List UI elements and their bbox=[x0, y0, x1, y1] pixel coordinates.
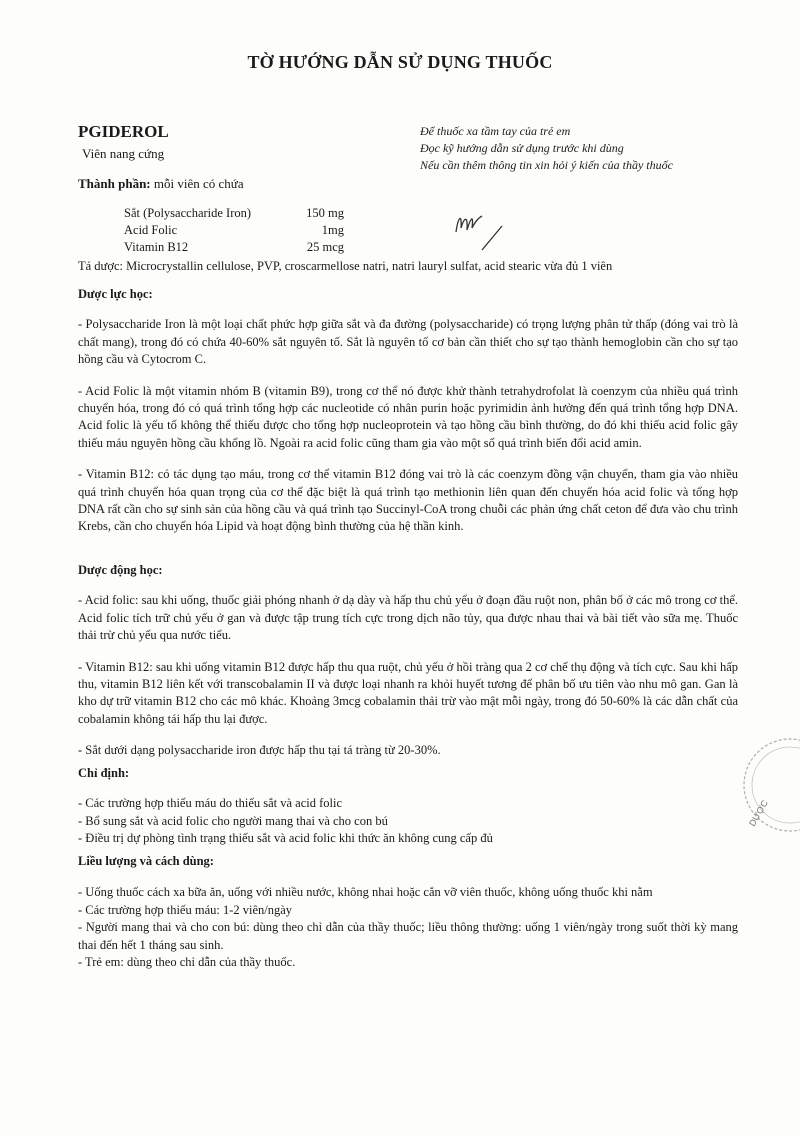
list-item: - Các trường hợp thiếu máu: 1-2 viên/ngày bbox=[78, 902, 293, 917]
paragraph: - Sắt dưới dạng polysaccharide iron được hấp thu tại tá tràng từ 20-30%. bbox=[78, 743, 441, 758]
dosage-section bbox=[78, 853, 738, 971]
list-item: - Các trường hợp thiếu máu do thiếu sắt và acid folic bbox=[78, 796, 343, 811]
ingredient-amount: 150 mg bbox=[306, 206, 344, 220]
paragraph: - Acid folic: sau khi uống, thuốc giải phóng nhanh ở dạ dày và hấp thu chủ yếu ở đoạn đầu ruột non, phân bố ở các mô trong cơ thể. Acid folic tích trữ chủ yếu ở gan và được tập trung tích cực trong dịch não tủy, qua được nhau thai và bài tiết vào sữa mẹ. Thuốc thải trừ chủ yếu qua nước tiểu. bbox=[78, 593, 738, 643]
list-item: - Người mang thai và cho con bú: dùng theo chỉ dẫn của thầy thuốc; liều thông thường: uống 1 viên/ngày trong suốt thời kỳ mang thai đến hết 1 tháng sau sinh. bbox=[78, 920, 738, 952]
ingredient-row bbox=[124, 239, 344, 256]
pharmacokinetics-heading: Dược động học: bbox=[78, 563, 163, 577]
list-item: - Bổ sung sắt và acid folic cho người mang thai và cho con bú bbox=[78, 813, 388, 828]
ingredient-row bbox=[124, 205, 344, 222]
product-name: PGIDEROL bbox=[78, 122, 169, 141]
list-item: - Trẻ em: dùng theo chỉ dẫn của thầy thuốc. bbox=[78, 955, 296, 970]
ingredient-amount: 25 mcg bbox=[306, 240, 344, 254]
paragraph: - Polysaccharide Iron là một loại chất phức hợp giữa sắt và đa đường (polysaccharide) có trọng lượng phân tử thấp (đóng vai trò là chất mang), trong đó có chứa 40-60% sắt nguyên tố. Sắt là nguyên tố cơ bản cần thiết cho sự tạo thành hemoglobin cần cho sự tạo hồng cầu và Cytocrom C. bbox=[78, 317, 738, 367]
ingredient-name: Vitamin B12 bbox=[124, 240, 189, 254]
paragraph: - Vitamin B12: có tác dụng tạo máu, trong cơ thể vitamin B12 đóng vai trò là các coenzym đồng vận chuyển, tham gia vào nhiều quá trình chuyển hóa quan trọng của cơ thể đặc biệt là quá trình tạo methionin liên quan đến chuyển hóa acid folic và tổng hợp DNA rất cần cho sự sinh sản của hồng cầu và quá trình tạo Succinyl-CoA trong chuỗi các phản ứng chất ceton để đưa vào chu trình Krebs, cần cho chuyển hóa Lipid và hoạt động bình thường của hệ thần kinh. bbox=[78, 467, 738, 534]
warning-line: Đọc kỹ hướng dẫn sử dụng trước khi dùng bbox=[420, 141, 624, 155]
ingredient-amount: 1mg bbox=[321, 223, 344, 237]
warning-line: Nếu cần thêm thông tin xin hỏi ý kiến của thầy thuốc bbox=[420, 158, 673, 172]
composition-heading bbox=[78, 176, 244, 192]
stamp-text: DƯỢC bbox=[747, 798, 770, 828]
composition-label: Thành phần: bbox=[78, 176, 151, 191]
handwritten-signature bbox=[448, 198, 508, 258]
document-title: TỜ HƯỚNG DẪN SỬ DỤNG THUỐC bbox=[247, 52, 553, 72]
ingredients-list bbox=[124, 205, 344, 256]
indications-section bbox=[78, 765, 738, 848]
warning-line: Để thuốc xa tầm tay của trẻ em bbox=[420, 124, 571, 138]
composition-intro: mỗi viên có chứa bbox=[153, 176, 244, 191]
excipients-line: Tá dược: Microcrystallin cellulose, PVP, croscarmellose natri, natri lauryl sulfat, acid stearic vừa đủ 1 viên bbox=[78, 259, 613, 273]
paragraph: - Acid Folic là một vitamin nhóm B (vitamin B9), trong cơ thể nó được khử thành tetrahydrofolat là coenzym của nhiều quá trình chuyển hóa, trong đó có quá trình tổng hợp các nucleotide có nhân purin hoặc pyrimidin ảnh hưởng đến quá trình tổng hợp DNA. Acid folic là yếu tố không thể thiếu được cho tổng hợp nucleoprotein và tạo hồng cầu bình thường, do đó khi thiếu acid folic gây thiếu máu nguyên hồng cầu khổng lồ. Ngoài ra acid folic cũng tham gia vào một số quá trình biến đổi acid amin. bbox=[78, 383, 738, 450]
dosage-heading: Liều lượng và cách dùng: bbox=[78, 854, 214, 868]
list-item: - Điều trị dự phòng tình trạng thiếu sắt và acid folic khi thức ăn không cung cấp đủ bbox=[78, 831, 493, 846]
ingredient-row bbox=[124, 222, 344, 239]
pharmacokinetics-section bbox=[78, 562, 738, 760]
indications-heading: Chỉ định: bbox=[78, 766, 130, 780]
paragraph: - Vitamin B12: sau khi uống vitamin B12 được hấp thu qua ruột, chủ yếu ở hồi tràng qua 2 cơ chế thụ động và tích cực. Sau khi hấp thu, vitamin B12 liên kết với transcobalamin II và được loại nhanh ra khỏi huyết tương để phân bố ưu tiên vào nhu mô gan. Gan là kho dự trữ vitamin B12 cho các mô khác. Khoảng 3mcg cobalamin thải trừ vào mật mỗi ngày, trong đó 50-60% là các dẫn chất của cobalamin không tái hấp thu lại được. bbox=[78, 659, 738, 726]
pharmacy-stamp bbox=[720, 735, 800, 835]
pharmacodynamics-heading: Dược lực học: bbox=[78, 287, 153, 301]
ingredient-name: Acid Folic bbox=[124, 223, 178, 237]
dosage-form: Viên nang cứng bbox=[82, 146, 165, 161]
pharmacodynamics-section bbox=[78, 286, 738, 536]
ingredient-name: Sắt (Polysaccharide Iron) bbox=[124, 206, 252, 220]
warnings-block bbox=[420, 123, 673, 174]
list-item: - Uống thuốc cách xa bữa ăn, uống với nhiều nước, không nhai hoặc cắn vỡ viên thuốc, không uống thuốc khi nằm bbox=[78, 885, 653, 900]
